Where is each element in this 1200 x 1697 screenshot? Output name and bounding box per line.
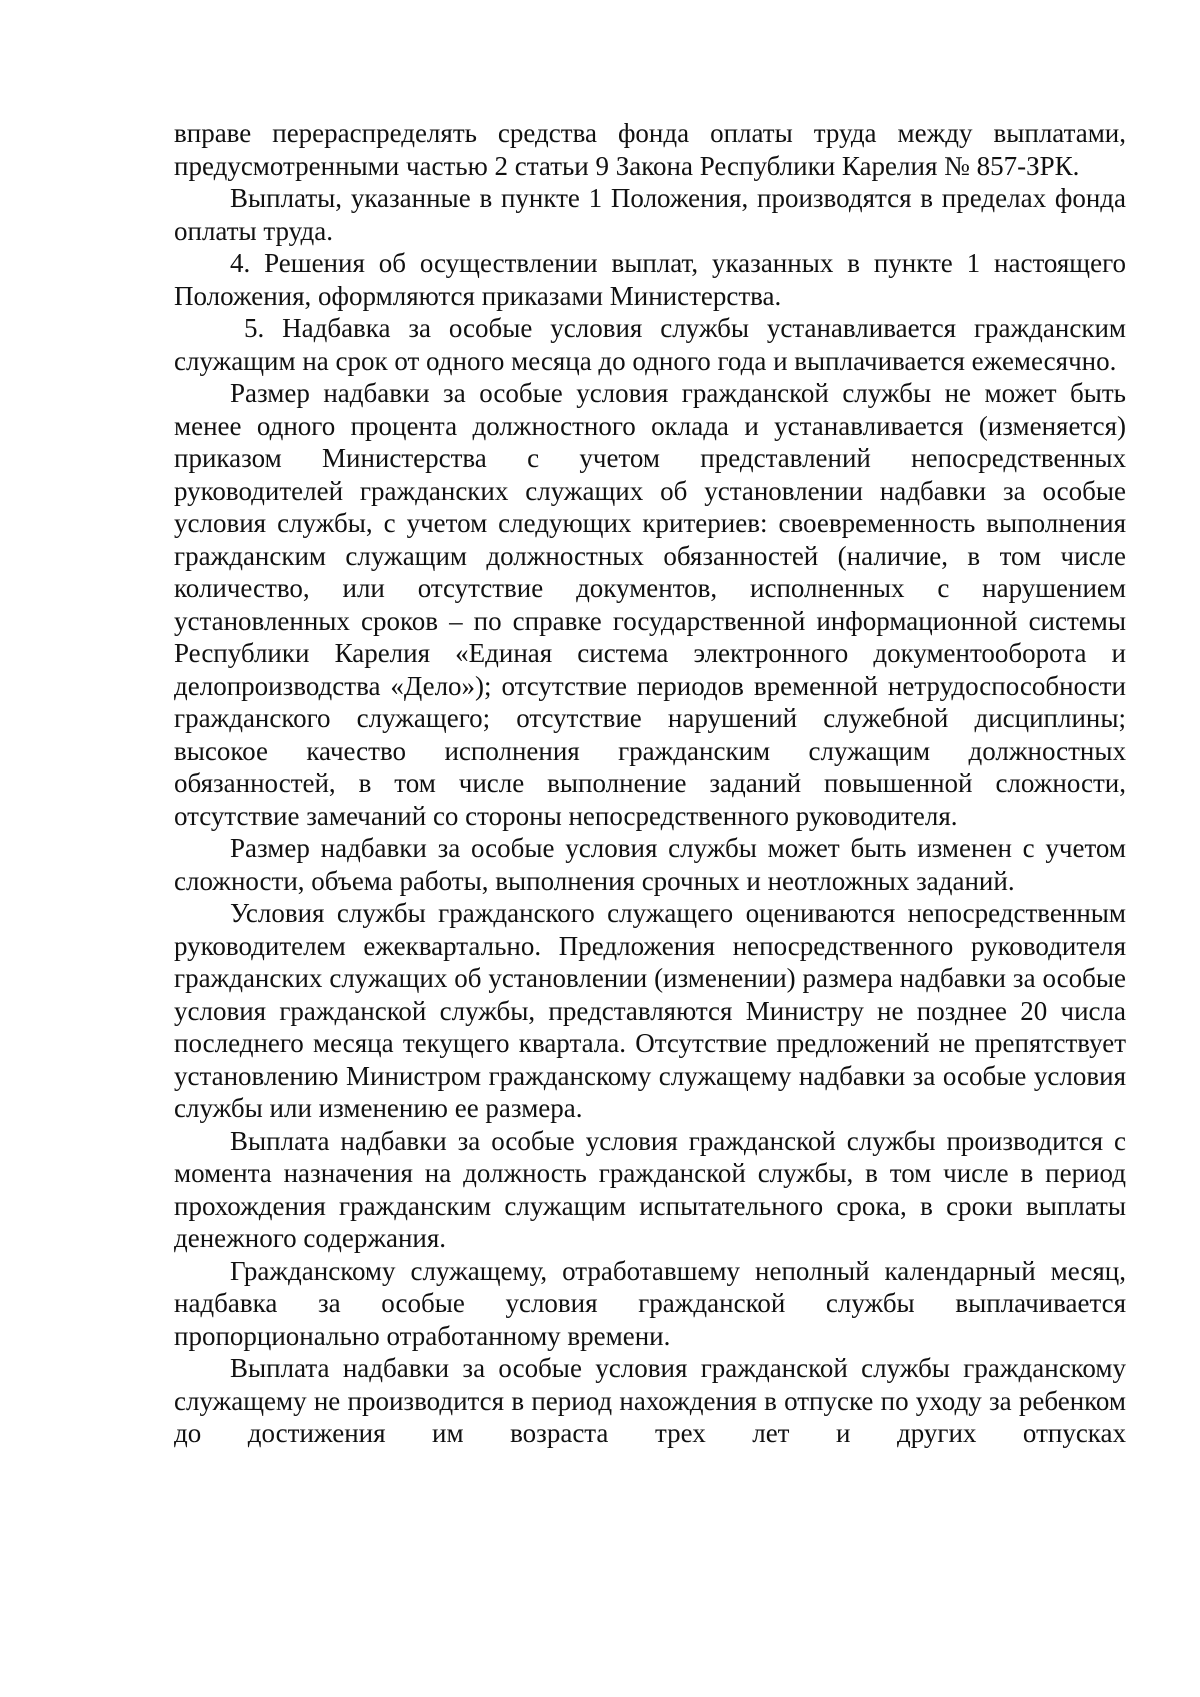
paragraph-allowance-change: Размер надбавки за особые условия службы может быть изменен с учетом сложности, объема работы, выполнения срочных и неотложных заданий. xyxy=(174,833,1126,896)
paragraph-partial-month: Гражданскому служащему, отработавшему неполный календарный месяц, надбавка за особые условия гражданской службы выплачивается пропорционально отработанному времени. xyxy=(174,1255,1126,1351)
paragraph-continuation: вправе перераспределять средства фонда оплаты труда между выплатами, предусмотренными частью 2 статьи 9 Закона Республики Карелия № 857-ЗРК. xyxy=(174,118,1126,181)
paragraph-service-conditions-evaluation: Условия службы гражданского служащего оцениваются непосредственным руководителем ежеквартально. Предложения непосредственного руководителя гражданских служащих об установлении (изменении) размера надбавки за особые условия гражданской службы, представляются Министру не позднее 20 числа последнего месяца текущего квартала. Отсутствие предложений не препятствует установлению Министром гражданскому служащему надбавки за особые условия службы или изменению ее размера. xyxy=(174,898,1126,1123)
paragraph-allowance-size-criteria: Размер надбавки за особые условия гражданской службы не может быть менее одного процента должностного оклада и устанавливается (изменяется) приказом Министерства с учетом представлений непосредственных руководителей гражданских служащих об установлении надбавки за особые условия службы, с учетом следующих критериев: своевременность выполнения гражданским служащим должностных обязанностей (наличие, в том числе количество, или отсутствие документов, исполненных с нарушением установленных сроков – по справке государственной информационной системы Республики Карелия «Единая система электронного документооборота и делопроизводства «Дело»); отсутствие периодов временной нетрудоспособности гражданского служащего; отсутствие нарушений служебной дисциплины; высокое качество исполнения гражданским служащим должностных обязанностей, в том числе выполнение заданий повышенной сложности, отсутствие замечаний со стороны непосредственного руководителя. xyxy=(174,378,1126,831)
paragraph-item-4: 4. Решения об осуществлении выплат, указанных в пункте 1 настоящего Положения, оформляются приказами Министерства. xyxy=(174,248,1126,311)
paragraph-leave-exclusion: Выплата надбавки за особые условия гражданской службы гражданскому служащему не производится в период нахождения в отпуске по уходу за ребенком до достижения им возраста трех лет и других отпусках xyxy=(174,1353,1126,1448)
paragraph-payment-start: Выплата надбавки за особые условия гражданской службы производится с момента назначения на должность гражданской службы, в том числе в период прохождения гражданским служащим испытательного срока, в сроки выплаты денежного содержания. xyxy=(174,1125,1126,1253)
paragraph-payments-limit: Выплаты, указанные в пункте 1 Положения, производятся в пределах фонда оплаты труда. xyxy=(174,183,1126,246)
paragraph-item-5: 5. Надбавка за особые условия службы устанавливается гражданским служащим на срок от одного месяца до одного года и выплачивается ежемесячно. xyxy=(174,313,1126,376)
document-body xyxy=(174,117,1126,1450)
